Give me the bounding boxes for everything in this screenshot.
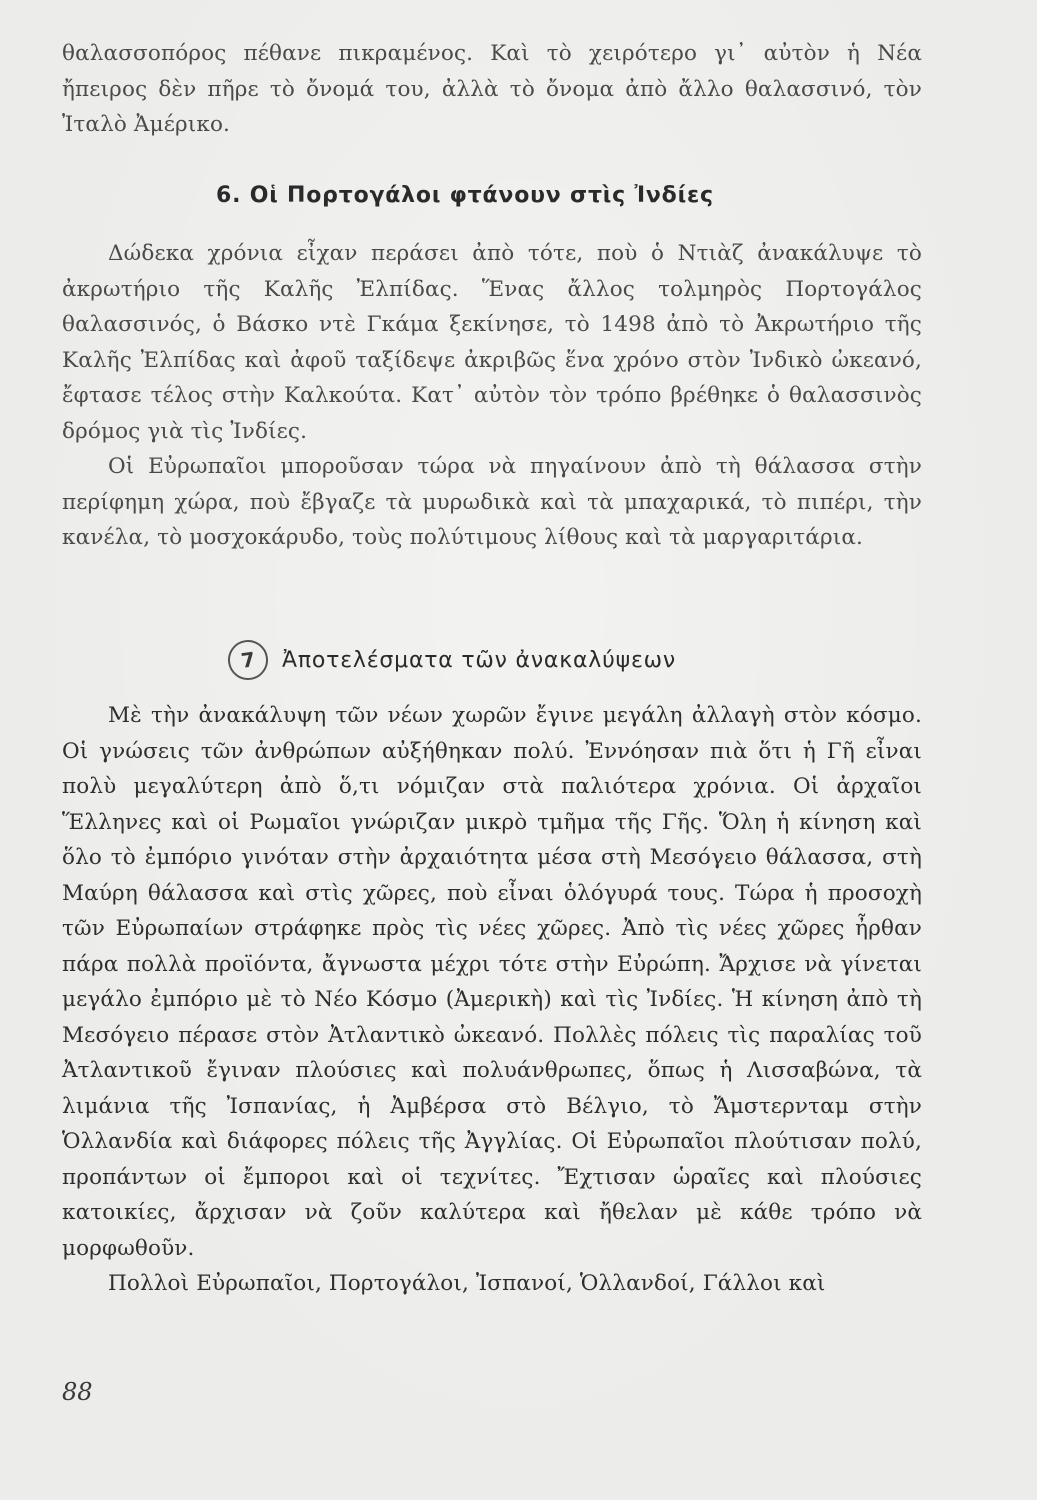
section-7-heading-text: Ἀποτελέσματα τῶν ἀνακαλύψεων (282, 647, 676, 673)
section-7-paragraph-1: Μὲ τὴν ἀνακάλυψη τῶν νέων χωρῶν ἔγινε μεγάλη ἀλλαγὴ στὸν κόσμο. Οἱ γνώσεις τῶν ἀνθρώπων αὐξήθηκαν πολύ. Ἐννόησαν πιὰ ὅτι ἡ Γῆ εἶναι πολὺ μεγαλύτερη ἀπὸ ὅ,τι νόμιζαν στὰ παλιότερα χρόνια. Οἱ ἀρχαῖοι Ἕλληνες καὶ οἱ Ρωμαῖοι γνώριζαν μικρὸ τμῆμα τῆς Γῆς. Ὅλη ἡ κίνηση καὶ ὅλο τὸ ἐμπόριο γινόταν στὴν ἀρχαιότητα μέσα στὴ Μεσόγειο θάλασσα, στὴ Μαύρη θάλασσα καὶ στὶς χῶρες, ποὺ εἶναι ὁλόγυρά τους. Τώρα ἡ προσοχὴ τῶν Εὐρωπαίων στράφηκε πρὸς τὶς νέες χῶρες. Ἀπὸ τὶς νέες χῶρες ἦρθαν πάρα πολλὰ προϊόντα, ἄγνωστα μέχρι τότε στὴν Εὐρώπη. Ἄρχισε νὰ γίνεται μεγάλο ἐμπόριο μὲ τὸ Νέο Κόσμο (Ἀμερικὴ) καὶ τὶς Ἰνδίες. Ἡ κίνηση ἀπὸ τὴ Μεσόγειο πέρασε στὸν Ἀτλαντικὸ ὠκεανό. Πολλὲς πόλεις τὶς παραλίας τοῦ Ἀτλαντικοῦ ἔγιναν πλούσιες καὶ πολυάνθρωπες, ὅπως ἡ Λισσαβώνα, τὰ λιμάνια τῆς Ἰσπανίας, ἡ Ἀμβέρσα στὸ Βέλγιο, τὸ Ἄμστερνταμ στὴν Ὁλλανδία καὶ διάφορες πόλεις τῆς Ἀγγλίας. Οἱ Εὐρωπαῖοι πλούτισαν πολύ, προπάντων οἱ ἔμποροι καὶ οἱ τεχνίτες. Ἔχτισαν ὡραῖες καὶ πλούσιες κατοικίες, ἄρχισαν νὰ ζοῦν καλύτερα καὶ ἤθελαν μὲ κάθε τρόπο νὰ μορφωθοῦν. (62, 703, 922, 1261)
section-7-paragraph-2: Πολλοὶ Εὐρωπαῖοι, Πορτογάλοι, Ἰσπανοί, Ὁλλανδοί, Γάλλοι καὶ (108, 1271, 826, 1296)
section-6-heading: 6. Οἱ Πορτογάλοι φτάνουν στὶς Ἰνδίες (216, 183, 714, 208)
continuation-paragraph: θαλασσοπόρος πέθανε πικραμένος. Καὶ τὸ χειρότερο γι᾿ αὐτὸν ἡ Νέα ἤπειρος δὲν πῆρε τὸ ὄνομά του, ἀλλὰ τὸ ὄνομα ἀπὸ ἄλλο θαλασσινό, τὸν Ἰταλὸ Ἀμέρικο. (62, 41, 922, 137)
circled-section-number: 7 (225, 637, 270, 682)
section-6-paragraph-2: Οἱ Εὐρωπαῖοι μποροῦσαν τώρα νὰ πηγαίνουν ἀπὸ τὴ θάλασσα στὴν περίφημη χώρα, ποὺ ἔβγαζε τὰ μυρωδικὰ καὶ τὰ μπαχαρικά, τὸ πιπέρι, τὴν κανέλα, τὸ μοσχοκάρυδο, τοὺς πολύτιμους λίθους καὶ τὰ μαργαριτάρια. (62, 454, 922, 550)
section-7-body (62, 698, 922, 1302)
section-6-paragraph-1: Δώδεκα χρόνια εἶχαν περάσει ἀπὸ τότε, ποὺ ὁ Ντιὰζ ἀνακάλυψε τὸ ἀκρωτήριο τῆς Καλῆς Ἐλπίδας. Ἕνας ἄλλος τολμηρὸς Πορτογάλος θαλασσινός, ὁ Βάσκο ντὲ Γκάμα ξεκίνησε, τὸ 1498 ἀπὸ τὸ Ἀκρωτήριο τῆς Καλῆς Ἐλπίδας καὶ ἀφοῦ ταξίδεψε ἀκριβῶς ἕνα χρόνο στὸν Ἰνδικὸ ὠκεανό, ἔφτασε τέλος στὴν Καλκούτα. Κατ᾿ αὐτὸν τὸν τρόπο βρέθηκε ὁ θαλασσινὸς δρόμος γιὰ τὶς Ἰνδίες. (62, 241, 922, 444)
page-number: 88 (62, 1378, 93, 1406)
section-6-body (62, 236, 922, 556)
section-7-heading (228, 640, 676, 680)
continuation-block (62, 36, 922, 143)
